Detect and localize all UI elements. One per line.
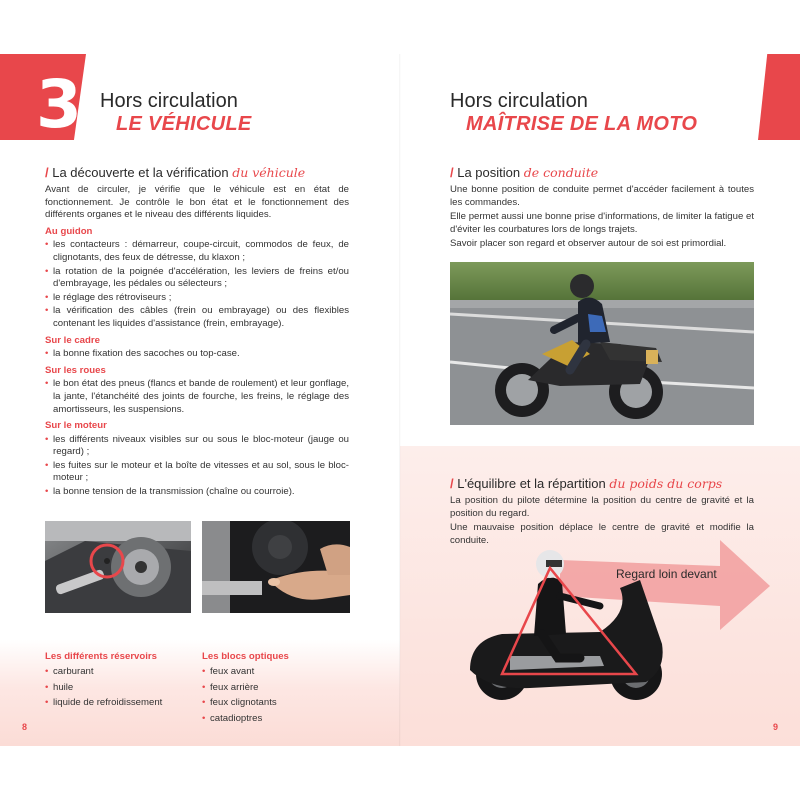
checklist-item: • les différents niveaux visibles sur ou sous le bloc-moteur (jauge ou regard) ; [45,434,349,459]
paragraph: Une mauvaise position déplace le centre de gravité et modifie la conduite. [450,522,754,546]
section2-title-highlight: du poids du corps [609,476,723,491]
checklist-item: • la rotation de la poignée d'accélération, les leviers de freins et/ou d'embrayage, les pédales ou sélecteurs ; [45,266,349,291]
optiques-items [202,665,352,726]
checklist-item: • la bonne fixation des sacoches ou top-case. [45,348,349,361]
section1-title-highlight: de conduite [523,165,599,180]
checklist-item: • la vérification des câbles (frein ou embrayage) ou des flexibles contenant les liquides d'assistance (frein, embrayage). [45,305,349,330]
list-item: • feux arrière [202,681,352,695]
intro-paragraph: Avant de circuler, je vérifie que le véhicule est en état de fonctionnement. Je contrôle le bon état et le fonctionnement des différents organes et le niveau des différents liquides. [45,184,349,221]
checklist-item: • le réglage des rétroviseurs ; [45,292,349,305]
page-number-left: 8 [22,722,28,732]
paragraph: La position du pilote détermine la position du centre de gravité et la position du regard. [450,495,754,519]
left-header-main: Hors circulation [100,90,238,112]
slash-mark: / [45,165,53,180]
chapter-tab-right [758,54,800,140]
list-item: • feux avant [202,665,352,679]
photo-engine-check [202,521,350,613]
left-page [0,54,400,746]
paragraph: Une bonne position de conduite permet d'accéder facilement à toutes les commandes. [450,184,754,208]
checklist-heading: Sur les roues [45,364,106,376]
section1-paragraphs [450,184,754,251]
paragraph: Elle permet aussi une bonne prise d'informations, de limiter la fatigue et d'éviter les courbatures lors de longs trajets. [450,211,754,235]
optiques-list [202,650,352,726]
checklist-heading: Sur le cadre [45,334,100,346]
left-body [45,184,349,499]
section-title-highlight: du véhicule [232,165,306,180]
checklist-item: • les fuites sur le moteur et la boîte de vitesses et au sol, sous le bloc-moteur ; [45,460,349,485]
right-header-sub: MAÎTRISE DE LA MOTO [466,113,698,135]
right-section2-title [450,476,722,491]
photo-fork-valve [45,521,191,613]
checklist-groups [45,226,349,499]
right-section1-title [450,165,598,180]
reservoirs-heading: Les différents réservoirs [45,651,157,662]
reservoirs-items [45,665,195,710]
section1-body [450,184,754,253]
optiques-heading: Les blocs optiques [202,651,289,662]
left-section-title [45,165,305,180]
slash-mark: / [450,165,458,180]
page-number-right: 9 [772,722,778,732]
list-item: • catadioptres [202,712,352,726]
reservoirs-list [45,650,195,711]
checklist-item: • le bon état des pneus (flancs et bande de roulement) et leur gonflage, la jante, l'étanchéité des joints de fourche, les freins, le réglage des amortisseurs, les suspensions. [45,378,349,416]
section-title-plain: La découverte et la vérification [52,165,229,180]
book-spine [399,54,401,746]
list-item: • liquide de refroidissement [45,696,195,710]
scooter-diagram [450,540,780,720]
list-item: • huile [45,681,195,695]
photo-rider-position [450,262,754,425]
right-header-main: Hors circulation [450,90,588,112]
right-page [400,54,800,746]
section1-title-plain: La position [457,165,521,180]
paragraph: Savoir placer son regard et observer autour de soi est primordial. [450,238,727,250]
list-item: • feux clignotants [202,696,352,710]
gaze-arrow-shape [560,540,770,630]
checklist-heading: Au guidon [45,225,93,237]
chapter-number: 3 [36,66,80,143]
gaze-arrow-label: Regard loin devant [616,567,717,581]
checklist-item: • la bonne tension de la transmission (chaîne ou courroie). [45,486,349,499]
section2-title-plain: L'équilibre et la répartition [457,476,606,491]
checklist-item: • les contacteurs : démarreur, coupe-circuit, commodos de feux, de clignotants, des feux de détresse, du klaxon ; [45,239,349,264]
checklist-heading: Sur le moteur [45,420,107,432]
list-item: • carburant [45,665,195,679]
slash-mark: / [450,476,458,491]
left-header-sub: LE VÉHICULE [116,113,252,135]
